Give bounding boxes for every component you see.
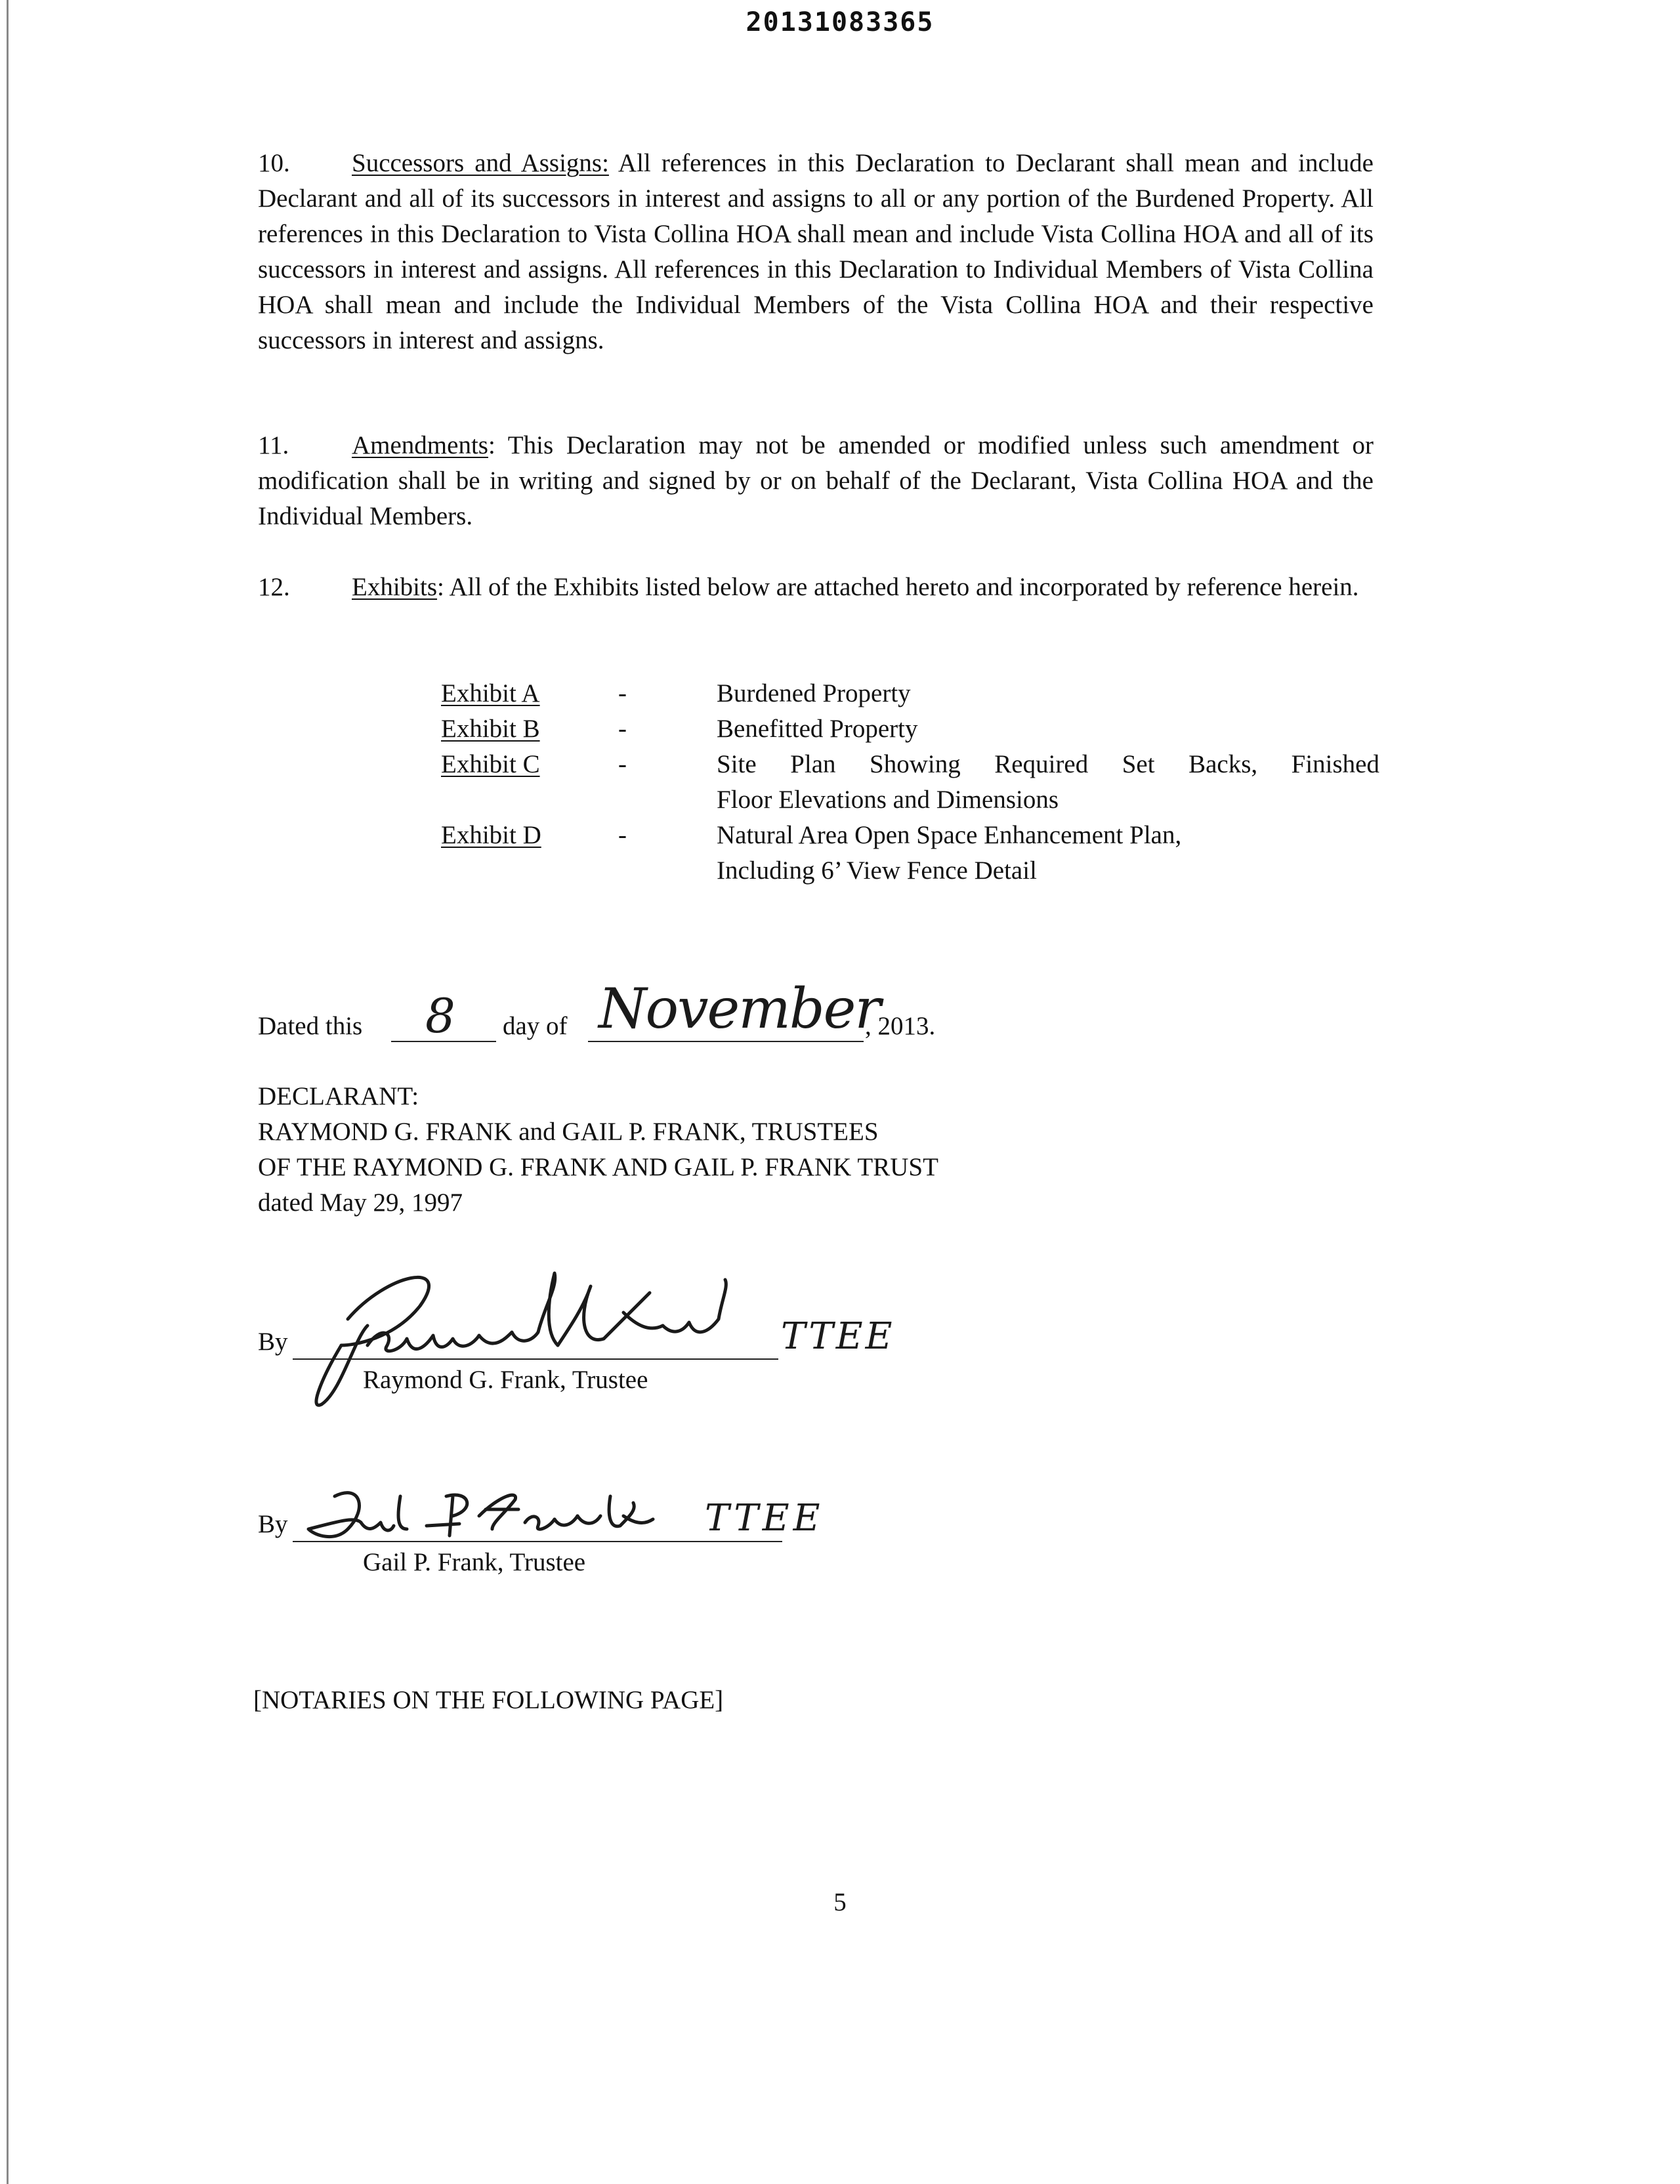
dated-middle: day of [503,1012,568,1040]
raymond-printed-name: Raymond G. Frank, Trustee [363,1366,648,1394]
recording-number: 20131083365 [746,7,934,37]
exhibit-dash: - [618,679,627,707]
gail-ttee-handwritten: TTEE [705,1497,824,1540]
declarant-line-2: OF THE RAYMOND G. FRANK AND GAIL P. FRANK TRUST [258,1153,938,1181]
section-text: : This Declaration may not be amended or modified unless such amendment or modification shall be in writing and signed by or on behalf of the Declarant, Vista Collina HOA and the Individual Members. [258,431,1374,530]
section-heading: Exhibits [352,573,438,601]
section-number: 10. [258,149,290,177]
handwritten-month: November [598,976,880,1041]
section-12-paragraph [258,570,1374,605]
exhibit-dash: - [618,750,627,778]
exhibit-description-continued: Including 6’ View Fence Detail [717,856,1037,885]
exhibit-description: Burdened Property [717,679,911,707]
gail-printed-name: Gail P. Frank, Trustee [363,1548,586,1576]
page-number: 5 [833,1888,847,1916]
exhibit-label: Exhibit A [441,679,540,707]
declarant-line-1: RAYMOND G. FRANK and GAIL P. FRANK, TRUSTEES [258,1118,879,1146]
exhibit-dash: - [618,715,627,743]
section-text: All references in this Declaration to Declarant shall mean and include Declarant and all of its successors in interest and assigns to all or any portion of the Burdened Property. All references in this Declaration to Vista Collina HOA shall mean and include Vista Collina HOA and all of its successors in interest and assigns. All references in this Declaration to Individual Members of Vista Collina HOA shall mean and include the Individual Members of the Vista Collina HOA and their respective successors in interest and assigns. [258,149,1374,354]
exhibit-row-continued [441,853,1379,889]
exhibit-description: Natural Area Open Space Enhancement Plan, [717,821,1182,849]
dated-year: , 2013. [865,1012,936,1040]
section-11-paragraph [258,428,1374,534]
exhibit-row [441,747,1379,782]
section-number: 12. [258,573,290,601]
by-label: By [258,1328,288,1356]
exhibit-row [441,818,1379,853]
by-label: By [258,1510,288,1538]
raymond-ttee-handwritten: TTEE [781,1315,895,1358]
exhibit-label: Exhibit C [441,750,540,778]
scan-edge [7,0,9,2184]
handwritten-day: 8 [425,988,455,1043]
exhibit-dash: - [618,821,627,849]
exhibit-row [441,711,1379,747]
exhibit-row-continued [441,782,1379,818]
section-number: 11. [258,431,289,459]
exhibit-description: Benefitted Property [717,715,918,743]
exhibit-description-continued: Floor Elevations and Dimensions [717,786,1059,814]
exhibit-description: Site Plan Showing Required Set Backs, Finished [717,750,1379,778]
exhibit-row [441,676,1379,711]
dated-prefix: Dated this [258,1012,363,1040]
exhibit-label: Exhibit B [441,715,540,743]
section-text: : All of the Exhibits listed below are attached hereto and incorporated by reference herein. [437,573,1359,601]
section-heading: Successors and Assigns: [352,149,609,177]
notaries-note: [NOTARIES ON THE FOLLOWING PAGE] [253,1686,724,1714]
declarant-heading: DECLARANT: [258,1082,419,1110]
section-10-paragraph [258,146,1374,358]
declarant-line-3: dated May 29, 1997 [258,1188,463,1217]
exhibit-label: Exhibit D [441,821,541,849]
section-heading: Amendments [352,431,488,459]
gail-signature-image [295,1470,768,1555]
